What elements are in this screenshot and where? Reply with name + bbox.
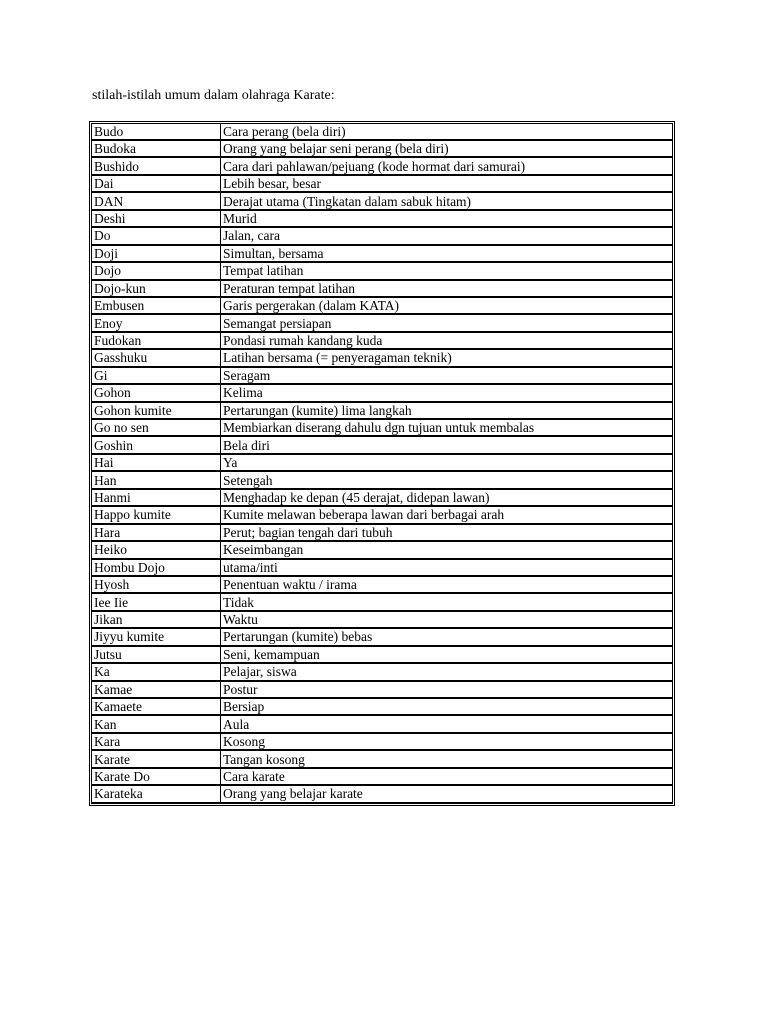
term-cell: Happo kumite [91, 507, 220, 524]
table-row [91, 403, 673, 420]
term-cell: Embusen [91, 298, 220, 315]
table-row [91, 525, 673, 542]
table-row [91, 158, 673, 175]
table-row [91, 211, 673, 228]
meaning-cell: Membiarkan diserang dahulu dgn tujuan untuk membalas [220, 420, 673, 437]
table-row [91, 507, 673, 524]
term-cell: Doji [91, 246, 220, 263]
meaning-cell: Orang yang belajar seni perang (bela diri) [220, 141, 673, 158]
table-row [91, 385, 673, 402]
meaning-cell: Lebih besar, besar [220, 176, 673, 193]
meaning-cell: Setengah [220, 472, 673, 489]
meaning-cell: utama/inti [220, 560, 673, 577]
meaning-cell: Garis pergerakan (dalam KATA) [220, 298, 673, 315]
meaning-cell: Waktu [220, 612, 673, 629]
term-cell: Han [91, 472, 220, 489]
term-cell: Karate Do [91, 769, 220, 786]
term-cell: Jutsu [91, 647, 220, 664]
term-cell: Gohon kumite [91, 403, 220, 420]
term-cell: Kan [91, 716, 220, 733]
term-cell: Karateka [91, 786, 220, 803]
table-row [91, 141, 673, 158]
term-cell: Kamaete [91, 699, 220, 716]
table-row [91, 350, 673, 367]
meaning-cell: Derajat utama (Tingkatan dalam sabuk hitam) [220, 193, 673, 210]
table-row [91, 333, 673, 350]
meaning-cell: Seni, kemampuan [220, 647, 673, 664]
meaning-cell: Semangat persiapan [220, 315, 673, 332]
table-row [91, 298, 673, 315]
table-row [91, 490, 673, 507]
term-cell: Hai [91, 455, 220, 472]
table-row [91, 368, 673, 385]
meaning-cell: Murid [220, 211, 673, 228]
meaning-cell: Aula [220, 716, 673, 733]
table-row [91, 664, 673, 681]
table-row [91, 751, 673, 768]
term-cell: Karate [91, 751, 220, 768]
table-row [91, 560, 673, 577]
meaning-cell: Perut; bagian tengah dari tubuh [220, 525, 673, 542]
table-row [91, 786, 673, 803]
table-row [91, 228, 673, 245]
meaning-cell: Cara karate [220, 769, 673, 786]
table-row [91, 176, 673, 193]
meaning-cell: Postur [220, 682, 673, 699]
meaning-cell: Kelima [220, 385, 673, 402]
table-row [91, 612, 673, 629]
table-row [91, 716, 673, 733]
page-title: stilah-istilah umum dalam olahraga Karate: [92, 88, 335, 103]
term-cell: Heiko [91, 542, 220, 559]
table-row [91, 647, 673, 664]
meaning-cell: Pelajar, siswa [220, 664, 673, 681]
term-cell: Bushido [91, 158, 220, 175]
term-cell: Budoka [91, 141, 220, 158]
table-row [91, 769, 673, 786]
table-row [91, 281, 673, 298]
meaning-cell: Bela diri [220, 437, 673, 454]
term-cell: Dojo [91, 263, 220, 280]
meaning-cell: Simultan, bersama [220, 246, 673, 263]
term-cell: Gi [91, 368, 220, 385]
meaning-cell: Tempat latihan [220, 263, 673, 280]
meaning-cell: Peraturan tempat latihan [220, 281, 673, 298]
term-cell: Enoy [91, 315, 220, 332]
term-cell: Ka [91, 664, 220, 681]
table-row [91, 594, 673, 611]
term-cell: Do [91, 228, 220, 245]
term-cell: Jiyyu kumite [91, 629, 220, 646]
table-row [91, 246, 673, 263]
meaning-cell: Latihan bersama (= penyeragaman teknik) [220, 350, 673, 367]
term-cell: Fudokan [91, 333, 220, 350]
meaning-cell: Jalan, cara [220, 228, 673, 245]
meaning-cell: Cara dari pahlawan/pejuang (kode hormat dari samurai) [220, 158, 673, 175]
term-cell: Gasshuku [91, 350, 220, 367]
term-cell: Hyosh [91, 577, 220, 594]
term-cell: Kamae [91, 682, 220, 699]
term-cell: Kara [91, 734, 220, 751]
term-cell: Iee Iie [91, 594, 220, 611]
table-row [91, 699, 673, 716]
term-cell: Budo [91, 123, 220, 141]
term-cell: Go no sen [91, 420, 220, 437]
table-row [91, 420, 673, 437]
table-row [91, 123, 673, 141]
meaning-cell: Cara perang (bela diri) [220, 123, 673, 141]
term-cell: Gohon [91, 385, 220, 402]
table-row [91, 455, 673, 472]
meaning-cell: Pertarungan (kumite) lima langkah [220, 403, 673, 420]
meaning-cell: Kumite melawan beberapa lawan dari berbagai arah [220, 507, 673, 524]
meaning-cell: Bersiap [220, 699, 673, 716]
table-row [91, 542, 673, 559]
glossary-table [89, 121, 675, 806]
meaning-cell: Tidak [220, 594, 673, 611]
term-cell: Jikan [91, 612, 220, 629]
table-row [91, 437, 673, 454]
table-row [91, 629, 673, 646]
term-cell: Deshi [91, 211, 220, 228]
meaning-cell: Keseimbangan [220, 542, 673, 559]
table-row [91, 193, 673, 210]
table-row [91, 734, 673, 751]
table-row [91, 315, 673, 332]
table-row [91, 472, 673, 489]
term-cell: Hara [91, 525, 220, 542]
meaning-cell: Pertarungan (kumite) bebas [220, 629, 673, 646]
table-row [91, 263, 673, 280]
meaning-cell: Tangan kosong [220, 751, 673, 768]
table-row [91, 577, 673, 594]
term-cell: DAN [91, 193, 220, 210]
glossary-table-body [91, 123, 673, 804]
term-cell: Dai [91, 176, 220, 193]
term-cell: Goshin [91, 437, 220, 454]
meaning-cell: Orang yang belajar karate [220, 786, 673, 803]
meaning-cell: Pondasi rumah kandang kuda [220, 333, 673, 350]
term-cell: Hanmi [91, 490, 220, 507]
term-cell: Dojo-kun [91, 281, 220, 298]
term-cell: Hombu Dojo [91, 560, 220, 577]
meaning-cell: Kosong [220, 734, 673, 751]
meaning-cell: Seragam [220, 368, 673, 385]
meaning-cell: Ya [220, 455, 673, 472]
meaning-cell: Menghadap ke depan (45 derajat, didepan lawan) [220, 490, 673, 507]
meaning-cell: Penentuan waktu / irama [220, 577, 673, 594]
table-row [91, 682, 673, 699]
